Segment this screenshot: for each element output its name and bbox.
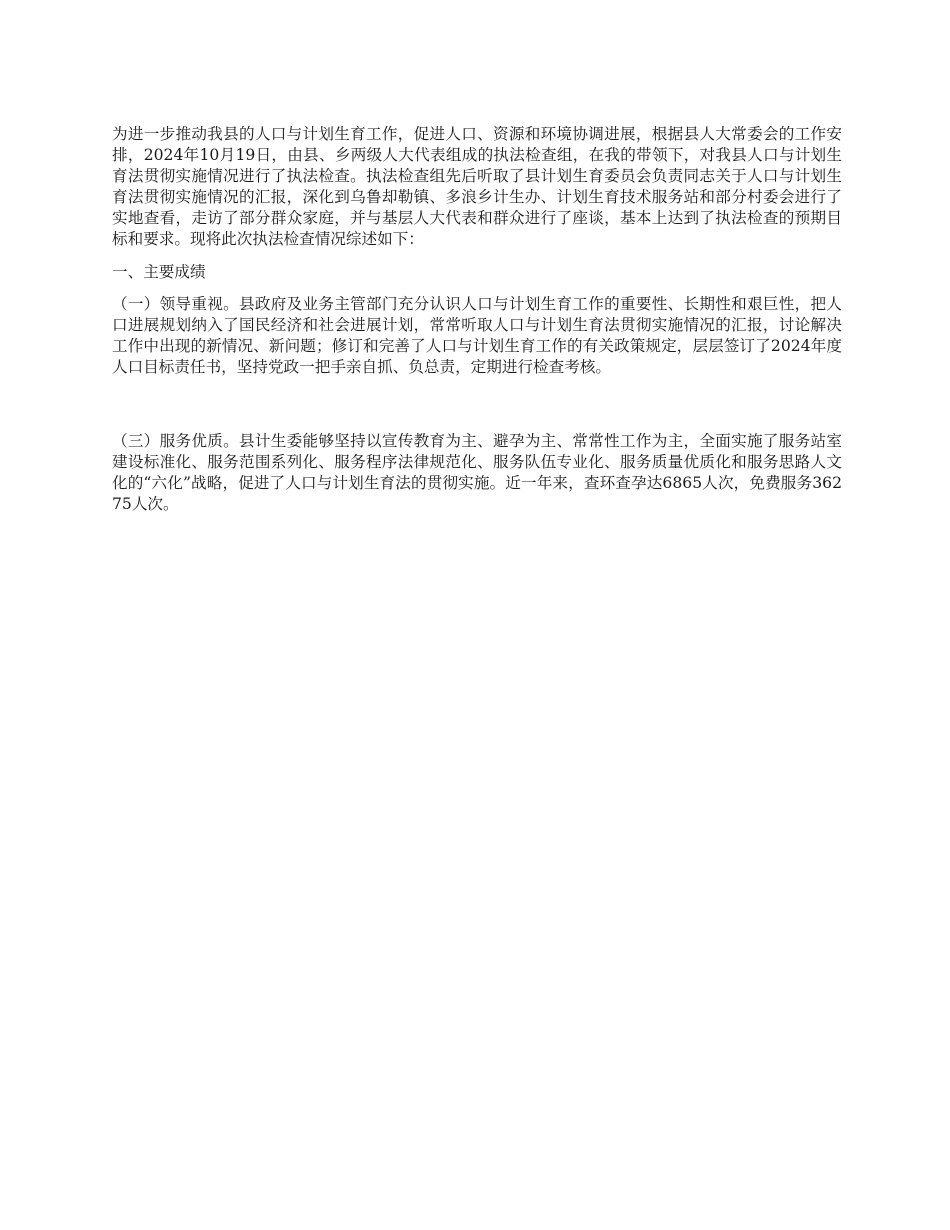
- paragraph-service-quality: （三）服务优质。县计生委能够坚持以宣传教育为主、避孕为主、常常性工作为主，全面实施了服务站室建设标准化、服务范围系列化、服务程序法律规范化、服务队伍专业化、服务质量优质化和服务思路人文化的“六化”战略，促进了人口与计划生育法的贯彻实施。近一年来，查环查孕达6865人次，免费服务36275人次。: [112, 432, 842, 513]
- intro-paragraph: 为进一步推动我县的人口与计划生育工作，促进人口、资源和环境协调进展，根据县人大常委会的工作安排，2024年10月19日，由县、乡两级人大代表组成的执法检查组，在我的带领下，对我县人口与计划生育法贯彻实施情况进行了执法检查。执法检查组先后听取了县计划生育委员会负责同志关于人口与计划生育法贯彻实施情况的汇报，深化到乌鲁却勒镇、多浪乡计生办、计划生育技术服务站和部分村委会进行了实地查看，走访了部分群众家庭，并与基层人大代表和群众进行了座谈，基本上达到了执法检查的预期目标和要求。现将此次执法检查情况综述如下：: [112, 125, 842, 248]
- document-page: [112, 124, 842, 515]
- paragraph-leadership: （一）领导重视。县政府及业务主管部门充分认识人口与计划生育工作的重要性、长期性和艰巨性，把人口进展规划纳入了国民经济和社会进展计划，常常听取人口与计划生育法贯彻实施情况的汇报，讨论解决工作中出现的新情况、新问题；修订和完善了人口与计划生育工作的有关政策规定，层层签订了2024年度人口目标责任书，坚持党政一把手亲自抓、负总责，定期进行检查考核。: [112, 295, 842, 376]
- section-heading-main-achievements: 一、主要成绩: [112, 263, 206, 281]
